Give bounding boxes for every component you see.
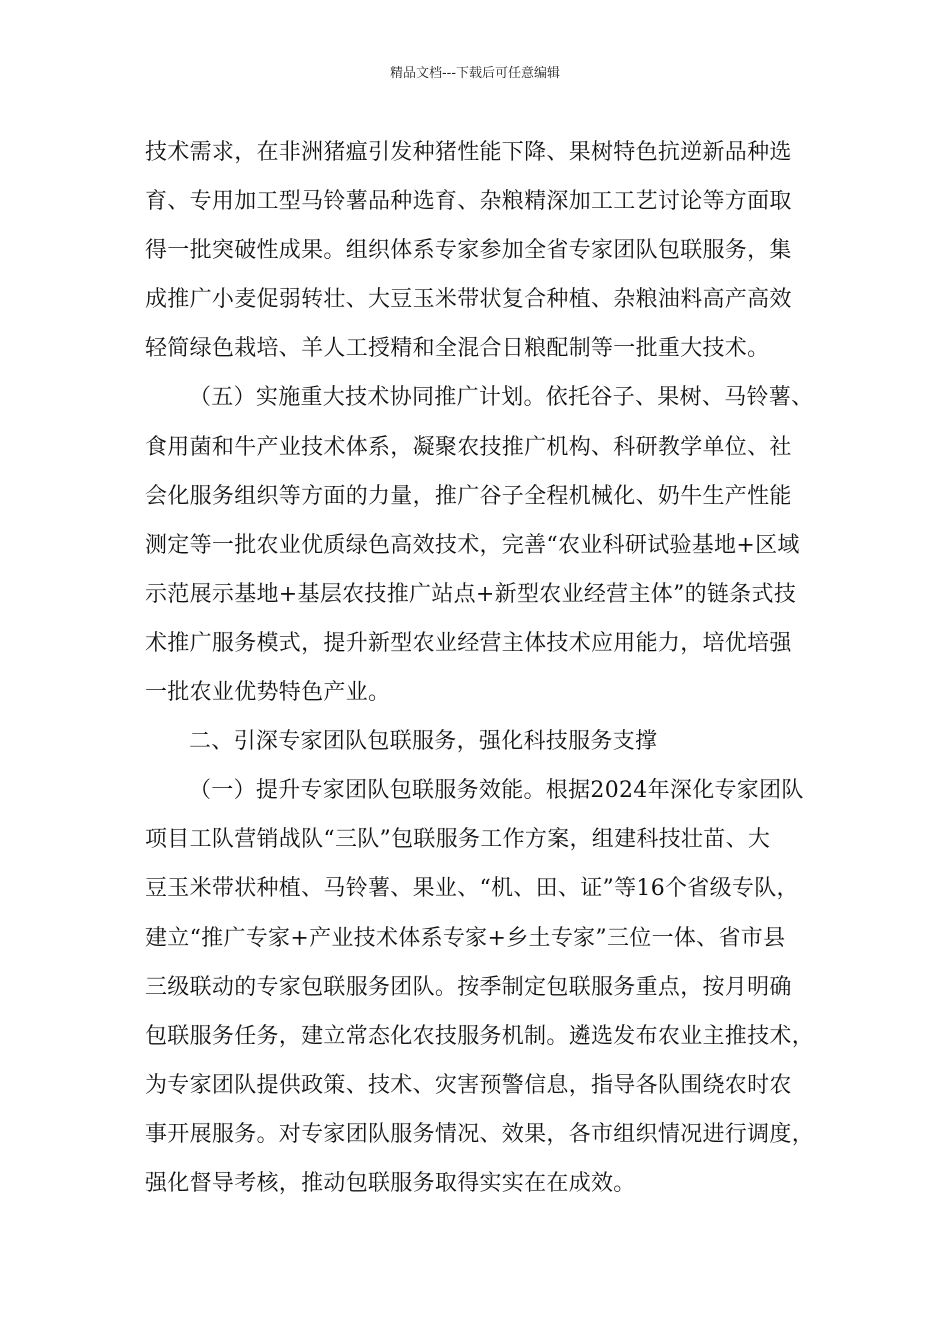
- paragraph-line: 三级联动的专家包联服务团队。按季制定包联服务重点，按月明确: [145, 974, 792, 1000]
- paragraph-line: 一批农业优势特色产业。: [145, 680, 391, 706]
- paragraph-line: 测定等一批农业优质绿色高效技术，完善“农业科研试验基地+区域: [145, 532, 800, 558]
- paragraph-line: 建立“推广专家+产业技术体系专家+乡土专家”三位一体、省市县: [145, 925, 786, 951]
- paragraph-line: 育、专用加工型马铃薯品种选育、杂粮精深加工工艺讨论等方面取: [145, 189, 792, 215]
- paragraph-line: 项目工队营销战队“三队”包联服务工作方案，组建科技壮苗、大: [145, 827, 771, 853]
- paragraph-line: 示范展示基地+基层农技推广站点+新型农业经营主体”的链条式技: [145, 581, 797, 607]
- paragraph-line: 食用菌和牛产业技术体系，凝聚农技推广机构、科研教学单位、社: [145, 434, 792, 460]
- paragraph-line: （一）提升专家团队包联服务效能。根据2024年深化专家团队: [189, 778, 804, 804]
- paragraph-line: 技术需求，在非洲猪瘟引发种猪性能下降、果树特色抗逆新品种选: [145, 140, 792, 165]
- paragraph-line: 包联服务任务，建立常态化农技服务机制。遴选发布农业主推技术，: [145, 1023, 815, 1049]
- section-heading: 二、引深专家团队包联服务，强化科技服务支撑: [189, 729, 658, 755]
- paragraph-line: 强化督导考核，推动包联服务取得实实在在成效。: [145, 1170, 636, 1196]
- paragraph-line: 轻简绿色栽培、羊人工授精和全混合日粮配制等一批重大技术。: [145, 336, 770, 362]
- paragraph-line: 得一批突破性成果。组织体系专家参加全省专家团队包联服务，集: [145, 238, 792, 264]
- page-header: 精品文档---下载后可任意编辑: [389, 66, 561, 81]
- paragraph-line: 豆玉米带状种植、马铃薯、果业、“机、田、证”等16个省级专队，: [145, 876, 799, 902]
- paragraph-line: 为专家团队提供政策、技术、灾害预警信息，指导各队围绕农时农: [145, 1072, 792, 1098]
- paragraph-line: （五）实施重大技术协同推广计划。依托谷子、果树、马铃薯、: [189, 385, 814, 411]
- paragraph-line: 事开展服务。对专家团队服务情况、效果，各市组织情况进行调度，: [145, 1121, 815, 1147]
- paragraph-line: 术推广服务模式，提升新型农业经营主体技术应用能力，培优培强: [145, 630, 792, 656]
- paragraph-line: 成推广小麦促弱转壮、大豆玉米带状复合种植、杂粮油料高产高效: [145, 287, 792, 313]
- document-body: [145, 128, 825, 1208]
- paragraph-line: 会化服务组织等方面的力量，推广谷子全程机械化、奶牛生产性能: [145, 483, 792, 509]
